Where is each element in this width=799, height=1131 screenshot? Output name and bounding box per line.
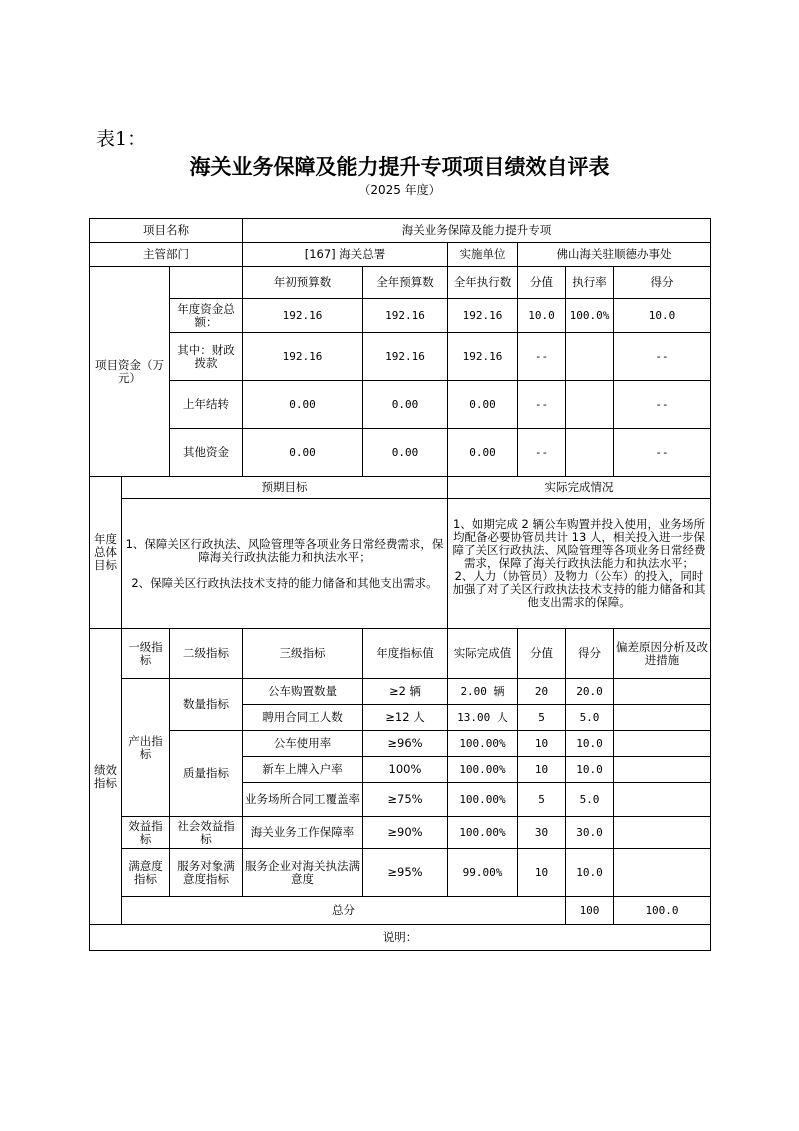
implementing-unit-value: 佛山海关驻顺德办事处 (518, 243, 711, 267)
indicator-target: ≥90% (363, 817, 448, 849)
indicator-actual: 13.00 人 (448, 705, 518, 731)
indicator-target: ≥12 人 (363, 705, 448, 731)
indicator-target: ≥75% (363, 783, 448, 817)
actual-result-text: 1、如期完成 2 辆公车购置并投入使用，业务场所均配备必要协管员共计 13 人，相关投入进一步保障了关区行政执法、风险管理等各项业务日常经费需求，保障了海关行政执法能力和执法水平； 2、人力（协管员）及物力（公车）的投入，同时加强了对了关区行政执法技术支持的能力储备和其他支出需求的保障。 (448, 499, 711, 629)
indicator-target: ≥96% (363, 731, 448, 757)
funds-group-text: 项目资金（万元） (95, 357, 164, 385)
indicator-score-max: 5 (518, 705, 566, 731)
indicator-score-max: 30 (518, 817, 566, 849)
indicator-actual: 100.00% (448, 817, 518, 849)
indicator-score-max: 20 (518, 679, 566, 705)
funds-header-blank (170, 267, 243, 299)
funds-cell: -- (518, 333, 566, 381)
funds-cell: 192.16 (243, 299, 363, 333)
indicator-target: ≥2 辆 (363, 679, 448, 705)
indicator-deviation (614, 679, 711, 705)
indicator-actual: 2.00 辆 (448, 679, 518, 705)
expected-goal-text: 1、保障关区行政执法、风险管理等各项业务日常经费需求，保障海关行政执法能力和执法水平； 2、保障关区行政执法技术支持的能力储备和其他支出需求。 (122, 499, 448, 629)
indicator-actual: 100.00% (448, 731, 518, 757)
perf-header: 年度指标值 (363, 629, 448, 679)
level1-satisfaction: 满意度指标 (122, 849, 170, 897)
perf-group-label: 绩效指标 (90, 629, 122, 925)
level2-quality: 质量指标 (170, 731, 243, 817)
total-label: 总分 (122, 897, 566, 925)
level2-service-satisfaction: 服务对象满意度指标 (170, 849, 243, 897)
funds-row-label: 年度资金总额： (170, 299, 243, 333)
funds-header: 全年预算数 (363, 267, 448, 299)
project-name-label: 项目名称 (90, 219, 243, 243)
funds-cell (566, 381, 614, 429)
project-name-value: 海关业务保障及能力提升专项 (243, 219, 711, 243)
level2-quantity: 数量指标 (170, 679, 243, 731)
funds-row-label: 其中：财政拨款 (170, 333, 243, 381)
funds-header: 执行率 (566, 267, 614, 299)
indicator-name: 业务场所合同工覆盖率 (243, 783, 363, 817)
level2-social-benefit: 社会效益指标 (170, 817, 243, 849)
indicator-score-max: 5 (518, 783, 566, 817)
funds-row-label: 其他资金 (170, 429, 243, 477)
indicator-score-max: 10 (518, 757, 566, 783)
indicator-actual: 99.00% (448, 849, 518, 897)
funds-cell: 192.16 (363, 333, 448, 381)
indicator-actual: 100.00% (448, 757, 518, 783)
document-title: 海关业务保障及能力提升专项项目绩效自评表 (189, 155, 610, 179)
department-label: 主管部门 (90, 243, 243, 267)
funds-cell: 100.0% (566, 299, 614, 333)
indicator-score: 20.0 (566, 679, 614, 705)
indicator-deviation (614, 705, 711, 731)
funds-cell: 0.00 (243, 381, 363, 429)
note-row: 说明： (90, 925, 711, 951)
indicator-name: 服务企业对海关执法满意度 (243, 849, 363, 897)
indicator-name: 公车使用率 (243, 731, 363, 757)
perf-header: 分值 (518, 629, 566, 679)
funds-header: 年初预算数 (243, 267, 363, 299)
funds-cell: 0.00 (448, 429, 518, 477)
indicator-target: 100% (363, 757, 448, 783)
indicator-name: 公车购置数量 (243, 679, 363, 705)
funds-cell: 192.16 (448, 299, 518, 333)
indicator-actual: 100.00% (448, 783, 518, 817)
funds-cell: -- (614, 333, 711, 381)
funds-header: 分值 (518, 267, 566, 299)
indicator-deviation (614, 783, 711, 817)
funds-cell: 0.00 (363, 429, 448, 477)
funds-cell: -- (518, 429, 566, 477)
funds-cell: 0.00 (243, 429, 363, 477)
perf-header: 得分 (566, 629, 614, 679)
indicator-score-max: 10 (518, 731, 566, 757)
actual-result-header: 实际完成情况 (448, 477, 711, 499)
funds-cell: -- (614, 429, 711, 477)
funds-header: 得分 (614, 267, 711, 299)
total-score-max: 100 (566, 897, 614, 925)
funds-cell: 192.16 (243, 333, 363, 381)
indicator-deviation (614, 731, 711, 757)
funds-cell: 192.16 (448, 333, 518, 381)
indicator-score: 10.0 (566, 731, 614, 757)
perf-header: 实际完成值 (448, 629, 518, 679)
perf-header: 二级指标 (170, 629, 243, 679)
funds-group-label (90, 267, 170, 477)
indicator-target: ≥95% (363, 849, 448, 897)
indicator-name: 海关业务工作保障率 (243, 817, 363, 849)
level1-output: 产出指标 (122, 679, 170, 817)
funds-cell: 0.00 (448, 381, 518, 429)
perf-header: 偏差原因分析及改进措施 (614, 629, 711, 679)
funds-cell (566, 333, 614, 381)
evaluation-table (89, 218, 711, 951)
funds-cell: 10.0 (614, 299, 711, 333)
indicator-score: 30.0 (566, 817, 614, 849)
indicator-score: 5.0 (566, 783, 614, 817)
department-value: [167] 海关总署 (243, 243, 448, 267)
indicator-name: 聘用合同工人数 (243, 705, 363, 731)
expected-goal-header: 预期目标 (122, 477, 448, 499)
funds-cell: 192.16 (363, 299, 448, 333)
table-label: 表1： (96, 128, 147, 150)
indicator-score: 10.0 (566, 849, 614, 897)
indicator-deviation (614, 817, 711, 849)
indicator-score: 10.0 (566, 757, 614, 783)
funds-cell: 0.00 (363, 381, 448, 429)
indicator-deviation (614, 757, 711, 783)
indicator-score: 5.0 (566, 705, 614, 731)
indicator-name: 新车上牌入户率 (243, 757, 363, 783)
perf-header: 三级指标 (243, 629, 363, 679)
document-subtitle: （2025 年度） (358, 183, 441, 197)
perf-header: 一级指标 (122, 629, 170, 679)
funds-header: 全年执行数 (448, 267, 518, 299)
goals-group-label: 年度总体目标 (90, 477, 122, 629)
funds-cell: 10.0 (518, 299, 566, 333)
funds-cell: -- (518, 381, 566, 429)
funds-cell (566, 429, 614, 477)
indicator-score-max: 10 (518, 849, 566, 897)
funds-cell: -- (614, 381, 711, 429)
level1-benefit: 效益指标 (122, 817, 170, 849)
indicator-deviation (614, 849, 711, 897)
total-score: 100.0 (614, 897, 711, 925)
funds-row-label: 上年结转 (170, 381, 243, 429)
implementing-unit-label: 实施单位 (448, 243, 518, 267)
